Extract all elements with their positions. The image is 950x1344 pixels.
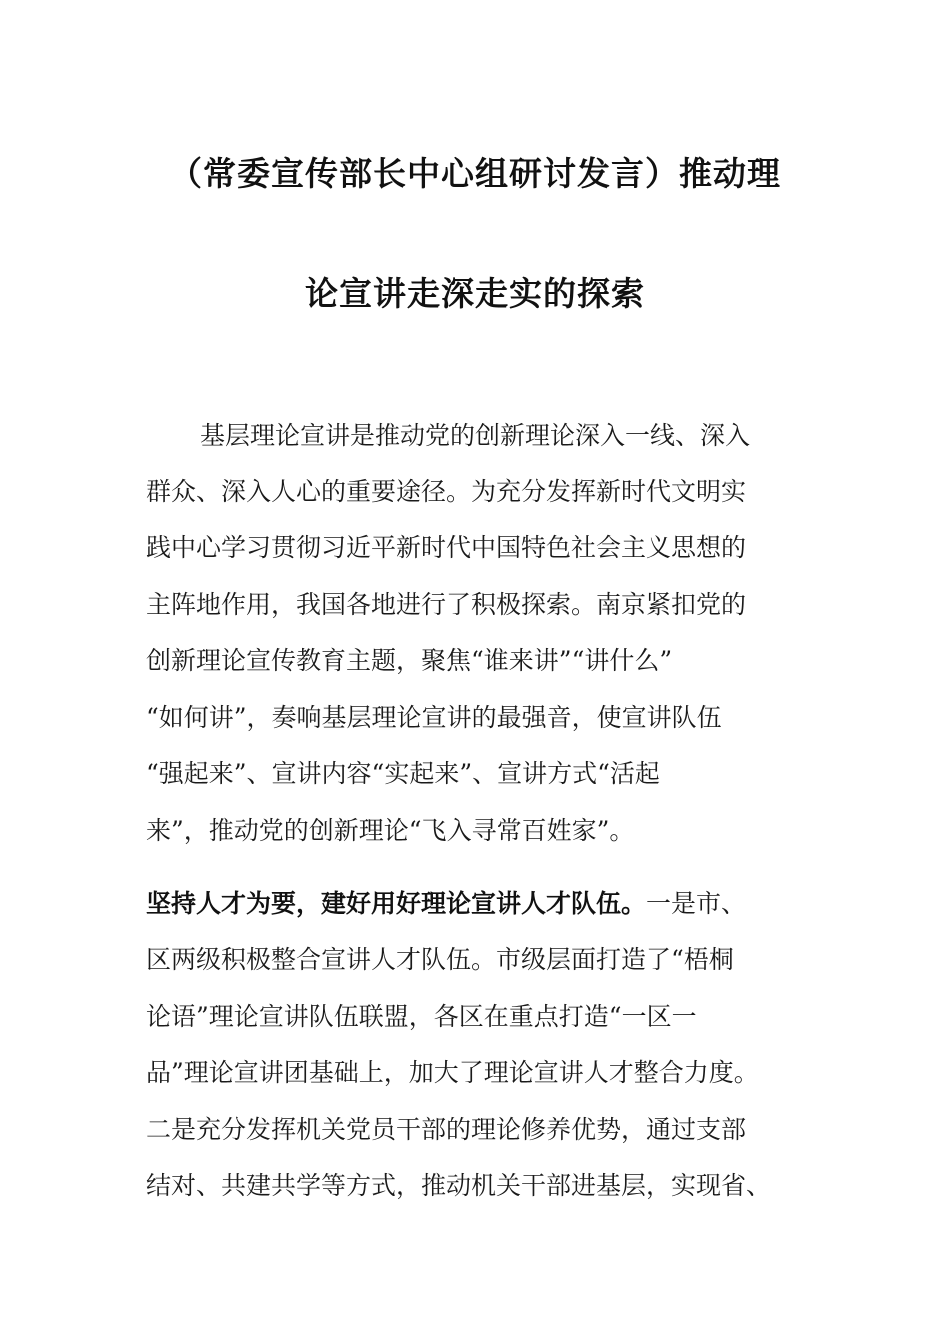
paragraph-2-line-1	[146, 886, 826, 922]
paragraph-1-line-5: 创新理论宣传教育主题，聚焦“谁来讲”“讲什么”	[146, 646, 673, 675]
paragraph-2-line-3: 论语”理论宣讲队伍联盟，各区在重点打造“一区一	[146, 1002, 697, 1031]
paragraph-2-line-5: 二是充分发挥机关党员干部的理论修养优势，通过支部	[146, 1115, 747, 1144]
paragraph-1-line-1: 基层理论宣讲是推动党的创新理论深入一线、深入	[200, 421, 751, 450]
paragraph-1-line-8: 来”，推动党的创新理论“飞入寻常百姓家”。	[146, 816, 635, 845]
paragraph-1-line-3: 践中心学习贯彻习近平新时代中国特色社会主义思想的	[146, 533, 747, 562]
paragraph-2-line-6: 结对、共建共学等方式，推动机关干部进基层，实现省、	[146, 1171, 772, 1200]
paragraph-2-line-2: 区两级积极整合宣讲人才队伍。市级层面打造了“梧桐	[146, 945, 734, 974]
document-title-line-2: 论宣讲走深走实的探索	[305, 274, 645, 313]
paragraph-1-line-6: “如何讲”，奏响基层理论宣讲的最强音，使宣讲队伍	[146, 703, 722, 732]
paragraph-1-line-2: 群众、深入人心的重要途径。为充分发挥新时代文明实	[146, 477, 747, 506]
document-title-line-1: （常委宣传部长中心组研讨发言）推动理	[169, 154, 781, 193]
paragraph-2-line-1-rest: 一是市、	[646, 889, 747, 918]
paragraph-1-line-4: 主阵地作用，我国各地进行了积极探索。南京紧扣党的	[146, 590, 747, 619]
paragraph-2-heading: 坚持人才为要，建好用好理论宣讲人才队伍。	[146, 889, 647, 918]
paragraph-2-line-4: 品”理论宣讲团基础上，加大了理论宣讲人才整合力度。	[146, 1058, 759, 1087]
paragraph-1-line-7: “强起来”、宣讲内容“实起来”、宣讲方式“活起	[146, 759, 660, 788]
